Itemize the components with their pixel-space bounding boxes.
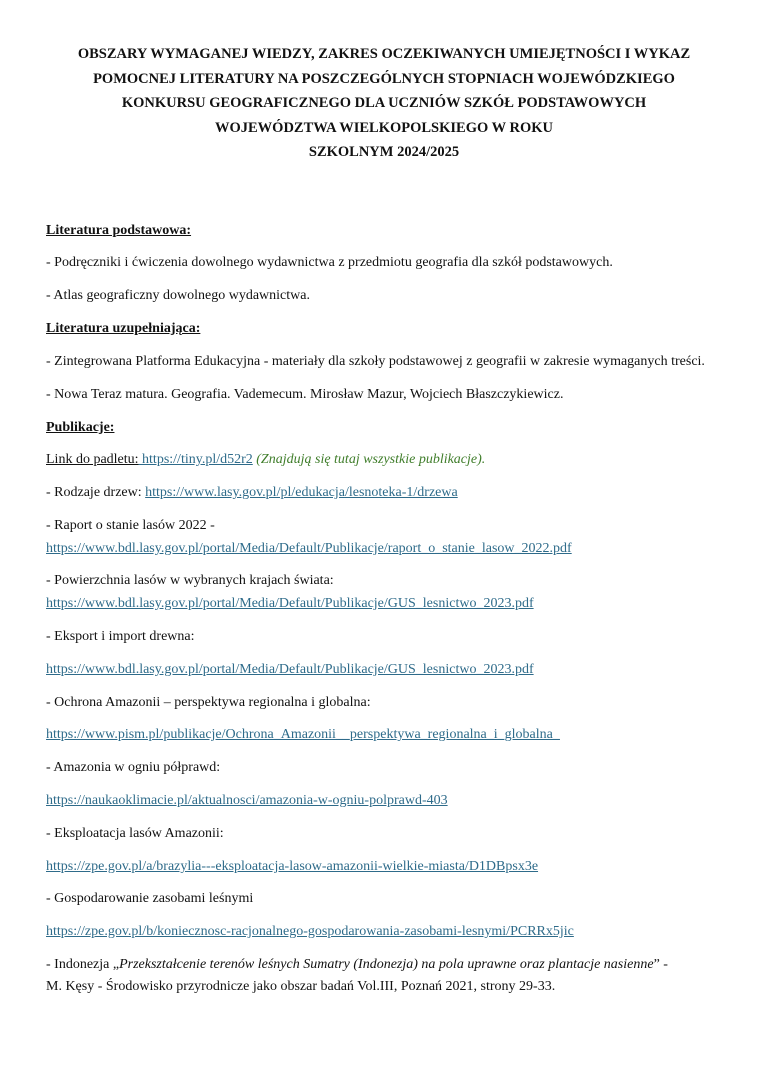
ogien-label: - Amazonia w ogniu półprawd: <box>46 760 221 775</box>
eksport-link[interactable]: https://www.bdl.lasy.gov.pl/portal/Media/Default/Publikacje/GUS_lesnictwo_2023.pdf <box>46 662 534 677</box>
document-page <box>0 42 768 1066</box>
gospodarowanie-link-row <box>46 923 738 941</box>
title-line: POMOCNEJ LITERATURY NA POSZCZEGÓLNYCH STOPNIACH WOJEWÓDZKIEGO <box>93 70 675 87</box>
padlet-label: Link do padletu: <box>46 452 139 467</box>
padlet-line <box>46 451 738 469</box>
raport-link[interactable]: https://www.bdl.lasy.gov.pl/portal/Media/Default/Publikacje/raport_o_stanie_lasow_2022.pdf <box>46 541 572 556</box>
gospodarowanie-label: - Gospodarowanie zasobami leśnymi <box>46 891 254 906</box>
ochrona-label: - Ochrona Amazonii – perspektywa regionalna i globalna: <box>46 695 371 710</box>
title-line: OBSZARY WYMAGANEJ WIEDZY, ZAKRES OCZEKIWANYCH UMIEJĘTNOŚCI I WYKAZ <box>77 46 691 62</box>
document-title <box>46 42 722 165</box>
title-line: WOJEWÓDZTWA WIELKOPOLSKIEGO W ROKU <box>214 119 553 136</box>
ochrona-link[interactable]: https://www.pism.pl/publikacje/Ochrona_Amazonii__perspektywa_regionalna_i_globalna_ <box>46 727 560 742</box>
padlet-link[interactable]: https://tiny.pl/d52r2 <box>138 452 253 467</box>
eksport-label: - Eksport i import drewna: <box>46 629 195 644</box>
list-item: - Zintegrowana Platforma Edukacyjna - materiały dla szkoły podstawowej z geografii w zakresie wymaganych treści. <box>46 354 705 369</box>
indonezja-source: M. Kęsy - Środowisko przyrodnicze jako obszar badań Vol.III, Poznań 2021, strony 29-33. <box>46 979 556 994</box>
list-item: - Atlas geograficzny dowolnego wydawnictwa. <box>46 288 310 303</box>
powierzchnia-link[interactable]: https://www.bdl.lasy.gov.pl/portal/Media/Default/Publikacje/GUS_lesnictwo_2023.pdf <box>46 596 534 611</box>
rodzaje-label: - Rodzaje drzew: <box>46 485 146 500</box>
heading-literatura-uzupelniajaca: Literatura uzupełniająca: <box>46 321 201 336</box>
eksploatacja-label: - Eksploatacja lasów Amazonii: <box>46 826 224 841</box>
powierzchnia-label: - Powierzchnia lasów w wybranych krajach świata: <box>46 573 334 588</box>
rodzaje-line <box>46 484 738 502</box>
ochrona-link-row <box>46 726 738 744</box>
raport-label: - Raport o stanie lasów 2022 - <box>46 518 215 533</box>
rodzaje-link[interactable]: https://www.lasy.gov.pl/pl/edukacja/lesnoteka-1/drzewa <box>145 485 458 500</box>
heading-literatura-podstawowa: Literatura podstawowa: <box>46 223 192 238</box>
gospodarowanie-link[interactable]: https://zpe.gov.pl/b/koniecznosc-racjonalnego-gospodarowania-zasobami-lesnymi/PCRRx5jic <box>46 924 574 939</box>
ogien-link[interactable]: https://naukaoklimacie.pl/aktualnosci/amazonia-w-ogniu-polprawd-403 <box>46 793 448 808</box>
indonezja-title: Przekształcenie terenów leśnych Sumatry (Indonezja) na pola uprawne oraz plantacje nasienne <box>119 957 654 972</box>
title-line: KONKURSU GEOGRAFICZNEGO DLA UCZNIÓW SZKÓŁ PODSTAWOWYCH <box>121 95 647 111</box>
raport-link-row <box>46 540 738 558</box>
ogien-link-row <box>46 792 738 810</box>
eksploatacja-link[interactable]: https://zpe.gov.pl/a/brazylia---eksploatacja-lasow-amazonii-wielkie-miasta/D1DBpsx3e <box>46 859 539 874</box>
title-line: SZKOLNYM 2024/2025 <box>308 144 460 160</box>
eksploatacja-link-row <box>46 858 738 876</box>
indonezja-line <box>46 956 738 974</box>
list-item: - Nowa Teraz matura. Geografia. Vademecum. Mirosław Mazur, Wojciech Błaszczykiewicz. <box>46 387 564 402</box>
heading-publikacje: Publikacje: <box>46 420 115 435</box>
eksport-link-row <box>46 661 738 679</box>
padlet-note: (Znajdują się tutaj wszystkie publikacje). <box>252 452 486 467</box>
powierzchnia-link-row <box>46 595 738 613</box>
indonezja-suffix: ” - <box>653 957 668 972</box>
indonezja-prefix: - Indonezja „ <box>46 957 120 972</box>
list-item: - Podręczniki i ćwiczenia dowolnego wydawnictwa z przedmiotu geografia dla szkół podstawowych. <box>46 255 613 270</box>
